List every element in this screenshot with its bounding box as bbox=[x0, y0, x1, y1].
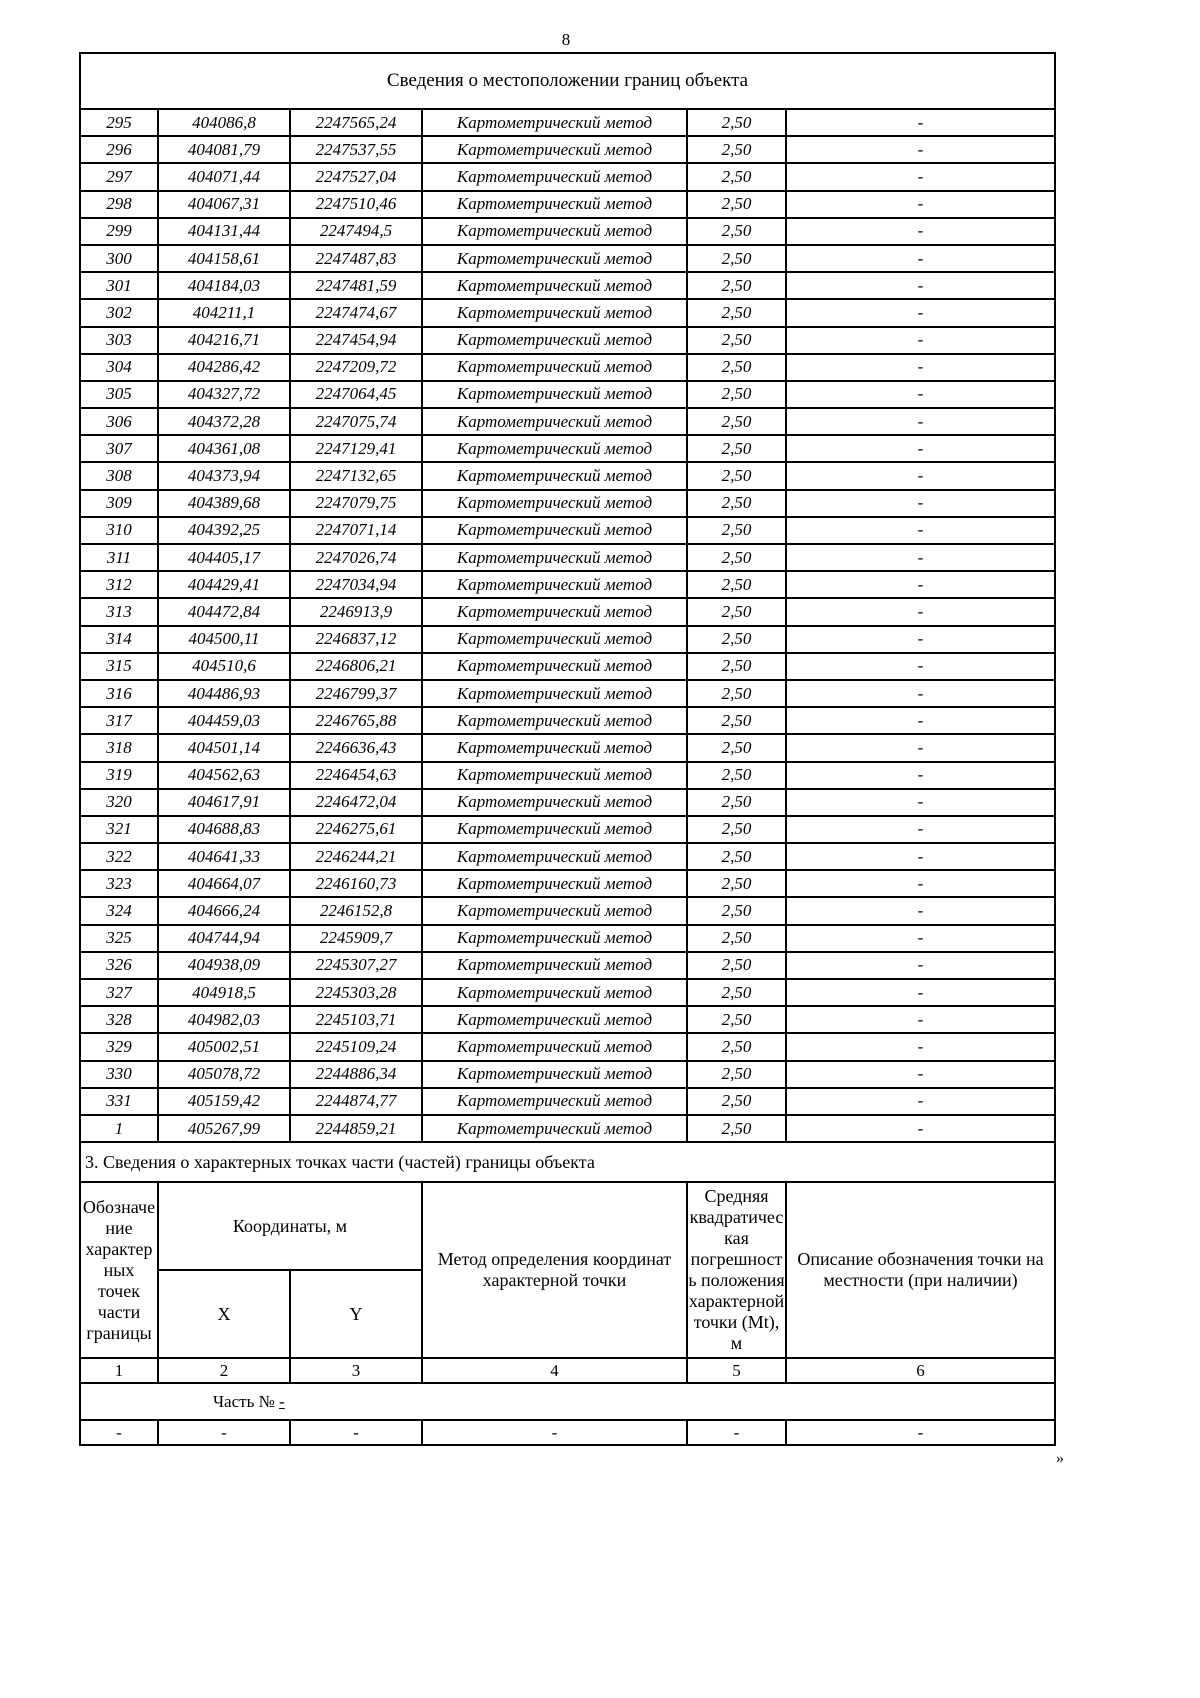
cell-method: Картометрический метод bbox=[422, 843, 687, 870]
cell-method: Картометрический метод bbox=[422, 897, 687, 924]
closing-quote: » bbox=[1056, 1450, 1064, 1467]
cell-point-number: 327 bbox=[80, 979, 158, 1006]
cell-coord-y: 2246636,43 bbox=[290, 734, 422, 761]
cell-error: 2,50 bbox=[687, 163, 786, 190]
cell-error: 2,50 bbox=[687, 462, 786, 489]
cell-coord-x: 404373,94 bbox=[158, 462, 290, 489]
cell-description: - bbox=[786, 272, 1055, 299]
cell-description: - bbox=[786, 816, 1055, 843]
cell-point-number: 314 bbox=[80, 626, 158, 653]
cell-description: - bbox=[786, 245, 1055, 272]
cell-error: 2,50 bbox=[687, 218, 786, 245]
cell-description: - bbox=[786, 381, 1055, 408]
cell-error: 2,50 bbox=[687, 952, 786, 979]
table-row bbox=[80, 762, 1055, 789]
cell-method: Картометрический метод bbox=[422, 191, 687, 218]
cell-coord-y: 2245103,71 bbox=[290, 1006, 422, 1033]
cell-error: 2,50 bbox=[687, 1115, 786, 1142]
cell-error: 2,50 bbox=[687, 816, 786, 843]
cell-coord-x: 404211,1 bbox=[158, 299, 290, 326]
cell-method: Картометрический метод bbox=[422, 952, 687, 979]
cell-method: Картометрический метод bbox=[422, 381, 687, 408]
cell-error: 2,50 bbox=[687, 707, 786, 734]
cell-point-number: 317 bbox=[80, 707, 158, 734]
cell-method: Картометрический метод bbox=[422, 408, 687, 435]
cell-description: - bbox=[786, 626, 1055, 653]
table-row bbox=[80, 843, 1055, 870]
cell-point-number: 323 bbox=[80, 870, 158, 897]
cell-error: 2,50 bbox=[687, 109, 786, 136]
table-row bbox=[80, 816, 1055, 843]
header-x: X bbox=[158, 1270, 290, 1358]
column-number: 4 bbox=[422, 1358, 687, 1383]
table-row bbox=[80, 653, 1055, 680]
cell-coord-y: 2247064,45 bbox=[290, 381, 422, 408]
cell-point-number: 304 bbox=[80, 354, 158, 381]
cell-point-number: 313 bbox=[80, 598, 158, 625]
cell-method: Картометрический метод bbox=[422, 571, 687, 598]
empty-cell: - bbox=[786, 1420, 1055, 1445]
cell-coord-x: 405267,99 bbox=[158, 1115, 290, 1142]
table-row bbox=[80, 1115, 1055, 1142]
cell-coord-x: 404131,44 bbox=[158, 218, 290, 245]
cell-point-number: 1 bbox=[80, 1115, 158, 1142]
cell-description: - bbox=[786, 136, 1055, 163]
table-row bbox=[80, 517, 1055, 544]
table-row bbox=[80, 136, 1055, 163]
cell-coord-y: 2247565,24 bbox=[290, 109, 422, 136]
table-row bbox=[80, 1088, 1055, 1115]
cell-error: 2,50 bbox=[687, 734, 786, 761]
cell-coord-y: 2246913,9 bbox=[290, 598, 422, 625]
cell-point-number: 301 bbox=[80, 272, 158, 299]
cell-description: - bbox=[786, 925, 1055, 952]
cell-method: Картометрический метод bbox=[422, 762, 687, 789]
cell-description: - bbox=[786, 979, 1055, 1006]
table-row bbox=[80, 1061, 1055, 1088]
cell-method: Картометрический метод bbox=[422, 1006, 687, 1033]
cell-point-number: 319 bbox=[80, 762, 158, 789]
cell-point-number: 297 bbox=[80, 163, 158, 190]
table-row bbox=[80, 680, 1055, 707]
cell-coord-y: 2245909,7 bbox=[290, 925, 422, 952]
cell-point-number: 307 bbox=[80, 435, 158, 462]
cell-coord-x: 404744,94 bbox=[158, 925, 290, 952]
cell-coord-y: 2247454,94 bbox=[290, 327, 422, 354]
cell-coord-y: 2246454,63 bbox=[290, 762, 422, 789]
cell-error: 2,50 bbox=[687, 870, 786, 897]
cell-point-number: 321 bbox=[80, 816, 158, 843]
cell-error: 2,50 bbox=[687, 191, 786, 218]
cell-description: - bbox=[786, 517, 1055, 544]
cell-point-number: 312 bbox=[80, 571, 158, 598]
table-row bbox=[80, 626, 1055, 653]
cell-coord-x: 404158,61 bbox=[158, 245, 290, 272]
header-coordinates: Координаты, м bbox=[158, 1182, 422, 1270]
cell-coord-x: 404459,03 bbox=[158, 707, 290, 734]
table-row bbox=[80, 354, 1055, 381]
cell-coord-x: 404327,72 bbox=[158, 381, 290, 408]
part-label: Часть № bbox=[213, 1391, 275, 1411]
cell-error: 2,50 bbox=[687, 272, 786, 299]
cell-coord-x: 404501,14 bbox=[158, 734, 290, 761]
cell-point-number: 300 bbox=[80, 245, 158, 272]
cell-coord-x: 404500,11 bbox=[158, 626, 290, 653]
cell-point-number: 295 bbox=[80, 109, 158, 136]
cell-method: Картометрический метод bbox=[422, 653, 687, 680]
cell-coord-x: 404617,91 bbox=[158, 789, 290, 816]
cell-coord-x: 405159,42 bbox=[158, 1088, 290, 1115]
cell-point-number: 308 bbox=[80, 462, 158, 489]
cell-error: 2,50 bbox=[687, 1061, 786, 1088]
cell-method: Картометрический метод bbox=[422, 136, 687, 163]
cell-error: 2,50 bbox=[687, 843, 786, 870]
cell-error: 2,50 bbox=[687, 245, 786, 272]
cell-coord-x: 404405,17 bbox=[158, 544, 290, 571]
page-number: 8 bbox=[561, 30, 571, 49]
cell-error: 2,50 bbox=[687, 435, 786, 462]
cell-method: Картометрический метод bbox=[422, 327, 687, 354]
cell-point-number: 306 bbox=[80, 408, 158, 435]
cell-error: 2,50 bbox=[687, 789, 786, 816]
cell-coord-x: 404562,63 bbox=[158, 762, 290, 789]
cell-coord-x: 404982,03 bbox=[158, 1006, 290, 1033]
table-row bbox=[80, 789, 1055, 816]
column-number: 5 bbox=[687, 1358, 786, 1383]
cell-error: 2,50 bbox=[687, 1033, 786, 1060]
table-row bbox=[80, 734, 1055, 761]
cell-method: Картометрический метод bbox=[422, 517, 687, 544]
cell-coord-y: 2246160,73 bbox=[290, 870, 422, 897]
cell-coord-x: 404641,33 bbox=[158, 843, 290, 870]
cell-coord-y: 2247510,46 bbox=[290, 191, 422, 218]
cell-method: Картометрический метод bbox=[422, 680, 687, 707]
cell-coord-y: 2247481,59 bbox=[290, 272, 422, 299]
cell-description: - bbox=[786, 1033, 1055, 1060]
cell-error: 2,50 bbox=[687, 979, 786, 1006]
cell-coord-x: 405002,51 bbox=[158, 1033, 290, 1060]
cell-coord-y: 2246275,61 bbox=[290, 816, 422, 843]
cell-coord-x: 404081,79 bbox=[158, 136, 290, 163]
cell-description: - bbox=[786, 327, 1055, 354]
cell-point-number: 331 bbox=[80, 1088, 158, 1115]
cell-coord-y: 2246806,21 bbox=[290, 653, 422, 680]
cell-coord-y: 2246765,88 bbox=[290, 707, 422, 734]
cell-point-number: 311 bbox=[80, 544, 158, 571]
cell-description: - bbox=[786, 952, 1055, 979]
cell-coord-y: 2247129,41 bbox=[290, 435, 422, 462]
cell-error: 2,50 bbox=[687, 653, 786, 680]
cell-coord-y: 2247034,94 bbox=[290, 571, 422, 598]
header-description: Описание обозначения точки на местности (при наличии) bbox=[786, 1182, 1055, 1358]
cell-coord-x: 404666,24 bbox=[158, 897, 290, 924]
cell-error: 2,50 bbox=[687, 299, 786, 326]
cell-coord-x: 404392,25 bbox=[158, 517, 290, 544]
table-row bbox=[80, 462, 1055, 489]
cell-coord-x: 404184,03 bbox=[158, 272, 290, 299]
cell-coord-x: 404067,31 bbox=[158, 191, 290, 218]
cell-description: - bbox=[786, 1061, 1055, 1088]
table-row bbox=[80, 979, 1055, 1006]
cell-coord-y: 2246472,04 bbox=[290, 789, 422, 816]
table-row bbox=[80, 218, 1055, 245]
cell-coord-x: 404086,8 bbox=[158, 109, 290, 136]
cell-coord-y: 2247487,83 bbox=[290, 245, 422, 272]
table-row bbox=[80, 327, 1055, 354]
empty-cell: - bbox=[158, 1420, 290, 1445]
cell-coord-y: 2245307,27 bbox=[290, 952, 422, 979]
cell-point-number: 316 bbox=[80, 680, 158, 707]
cell-coord-y: 2245109,24 bbox=[290, 1033, 422, 1060]
cell-coord-y: 2246837,12 bbox=[290, 626, 422, 653]
empty-cell: - bbox=[422, 1420, 687, 1445]
cell-description: - bbox=[786, 299, 1055, 326]
cell-point-number: 318 bbox=[80, 734, 158, 761]
cell-description: - bbox=[786, 734, 1055, 761]
cell-method: Картометрический метод bbox=[422, 870, 687, 897]
cell-coord-y: 2247071,14 bbox=[290, 517, 422, 544]
cell-point-number: 315 bbox=[80, 653, 158, 680]
cell-coord-y: 2246799,37 bbox=[290, 680, 422, 707]
cell-point-number: 322 bbox=[80, 843, 158, 870]
column-number: 1 bbox=[80, 1358, 158, 1383]
cell-error: 2,50 bbox=[687, 136, 786, 163]
cell-coord-y: 2246152,8 bbox=[290, 897, 422, 924]
cell-point-number: 324 bbox=[80, 897, 158, 924]
cell-coord-y: 2245303,28 bbox=[290, 979, 422, 1006]
cell-description: - bbox=[786, 163, 1055, 190]
table-title: Сведения о местоположении границ объекта bbox=[80, 53, 1055, 109]
cell-description: - bbox=[786, 571, 1055, 598]
cell-description: - bbox=[786, 109, 1055, 136]
cell-error: 2,50 bbox=[687, 517, 786, 544]
cell-coord-x: 404429,41 bbox=[158, 571, 290, 598]
cell-coord-y: 2247494,5 bbox=[290, 218, 422, 245]
cell-error: 2,50 bbox=[687, 354, 786, 381]
cell-coord-y: 2244859,21 bbox=[290, 1115, 422, 1142]
cell-description: - bbox=[786, 544, 1055, 571]
cell-description: - bbox=[786, 435, 1055, 462]
cell-coord-y: 2247537,55 bbox=[290, 136, 422, 163]
cell-method: Картометрический метод bbox=[422, 544, 687, 571]
column-number: 2 bbox=[158, 1358, 290, 1383]
part-row bbox=[80, 1383, 1055, 1420]
cell-point-number: 325 bbox=[80, 925, 158, 952]
cell-method: Картометрический метод bbox=[422, 462, 687, 489]
cell-coord-x: 404389,68 bbox=[158, 490, 290, 517]
empty-cell: - bbox=[290, 1420, 422, 1445]
table-row bbox=[80, 381, 1055, 408]
cell-description: - bbox=[786, 870, 1055, 897]
cell-method: Картометрический метод bbox=[422, 1033, 687, 1060]
boundary-table bbox=[79, 52, 1056, 1446]
cell-description: - bbox=[786, 408, 1055, 435]
cell-coord-x: 404472,84 bbox=[158, 598, 290, 625]
header-y: Y bbox=[290, 1270, 422, 1358]
header-error: Средняя квадратичес кая погрешност ь положения характерной точки (Mt), м bbox=[687, 1182, 786, 1358]
table-row bbox=[80, 897, 1055, 924]
table-row bbox=[80, 490, 1055, 517]
cell-description: - bbox=[786, 1088, 1055, 1115]
cell-error: 2,50 bbox=[687, 1088, 786, 1115]
cell-method: Картометрический метод bbox=[422, 354, 687, 381]
empty-cell: - bbox=[80, 1420, 158, 1445]
table-row bbox=[80, 1006, 1055, 1033]
cell-error: 2,50 bbox=[687, 626, 786, 653]
cell-point-number: 328 bbox=[80, 1006, 158, 1033]
cell-coord-x: 405078,72 bbox=[158, 1061, 290, 1088]
cell-coord-x: 404918,5 bbox=[158, 979, 290, 1006]
cell-method: Картометрический метод bbox=[422, 816, 687, 843]
cell-description: - bbox=[786, 1006, 1055, 1033]
cell-method: Картометрический метод bbox=[422, 925, 687, 952]
cell-coord-x: 404216,71 bbox=[158, 327, 290, 354]
cell-point-number: 330 bbox=[80, 1061, 158, 1088]
cell-description: - bbox=[786, 897, 1055, 924]
empty-cell: - bbox=[687, 1420, 786, 1445]
cell-description: - bbox=[786, 762, 1055, 789]
cell-method: Картометрический метод bbox=[422, 707, 687, 734]
cell-coord-x: 404664,07 bbox=[158, 870, 290, 897]
table-row bbox=[80, 544, 1055, 571]
header-designation: Обозначе ние характер ных точек части границы bbox=[80, 1182, 158, 1358]
cell-error: 2,50 bbox=[687, 897, 786, 924]
table-row bbox=[80, 272, 1055, 299]
table-row bbox=[80, 870, 1055, 897]
cell-error: 2,50 bbox=[687, 408, 786, 435]
cell-error: 2,50 bbox=[687, 1006, 786, 1033]
cell-description: - bbox=[786, 707, 1055, 734]
cell-coord-x: 404286,42 bbox=[158, 354, 290, 381]
cell-method: Картометрический метод bbox=[422, 1061, 687, 1088]
cell-coord-y: 2244886,34 bbox=[290, 1061, 422, 1088]
cell-description: - bbox=[786, 680, 1055, 707]
table-row bbox=[80, 245, 1055, 272]
table-row bbox=[80, 1033, 1055, 1060]
table-row bbox=[80, 408, 1055, 435]
cell-coord-y: 2247132,65 bbox=[290, 462, 422, 489]
cell-description: - bbox=[786, 789, 1055, 816]
cell-error: 2,50 bbox=[687, 680, 786, 707]
table-row bbox=[80, 191, 1055, 218]
cell-method: Картометрический метод bbox=[422, 626, 687, 653]
cell-coord-x: 404688,83 bbox=[158, 816, 290, 843]
cell-point-number: 296 bbox=[80, 136, 158, 163]
column-number: 6 bbox=[786, 1358, 1055, 1383]
cell-coord-x: 404486,93 bbox=[158, 680, 290, 707]
table-row bbox=[80, 163, 1055, 190]
table-row bbox=[80, 598, 1055, 625]
cell-error: 2,50 bbox=[687, 381, 786, 408]
cell-error: 2,50 bbox=[687, 490, 786, 517]
cell-method: Картометрический метод bbox=[422, 789, 687, 816]
cell-coord-y: 2247474,67 bbox=[290, 299, 422, 326]
table-row bbox=[80, 109, 1055, 136]
cell-coord-y: 2244874,77 bbox=[290, 1088, 422, 1115]
cell-description: - bbox=[786, 490, 1055, 517]
part-value: - bbox=[279, 1391, 285, 1411]
cell-coord-x: 404372,28 bbox=[158, 408, 290, 435]
cell-point-number: 303 bbox=[80, 327, 158, 354]
cell-method: Картометрический метод bbox=[422, 272, 687, 299]
cell-point-number: 299 bbox=[80, 218, 158, 245]
cell-point-number: 310 bbox=[80, 517, 158, 544]
cell-method: Картометрический метод bbox=[422, 299, 687, 326]
cell-coord-x: 404361,08 bbox=[158, 435, 290, 462]
cell-point-number: 298 bbox=[80, 191, 158, 218]
cell-method: Картометрический метод bbox=[422, 435, 687, 462]
cell-method: Картометрический метод bbox=[422, 1088, 687, 1115]
cell-coord-y: 2246244,21 bbox=[290, 843, 422, 870]
cell-description: - bbox=[786, 191, 1055, 218]
cell-method: Картометрический метод bbox=[422, 109, 687, 136]
header-method: Метод определения координат характерной точки bbox=[422, 1182, 687, 1358]
cell-description: - bbox=[786, 354, 1055, 381]
cell-error: 2,50 bbox=[687, 571, 786, 598]
cell-method: Картометрический метод bbox=[422, 245, 687, 272]
cell-method: Картометрический метод bbox=[422, 163, 687, 190]
cell-point-number: 329 bbox=[80, 1033, 158, 1060]
cell-coord-y: 2247209,72 bbox=[290, 354, 422, 381]
cell-point-number: 320 bbox=[80, 789, 158, 816]
cell-description: - bbox=[786, 462, 1055, 489]
cell-coord-y: 2247075,74 bbox=[290, 408, 422, 435]
cell-point-number: 326 bbox=[80, 952, 158, 979]
cell-point-number: 305 bbox=[80, 381, 158, 408]
cell-error: 2,50 bbox=[687, 925, 786, 952]
section-3-title: 3. Сведения о характерных точках части (частей) границы объекта bbox=[80, 1142, 1055, 1182]
cell-method: Картометрический метод bbox=[422, 979, 687, 1006]
cell-description: - bbox=[786, 218, 1055, 245]
cell-point-number: 309 bbox=[80, 490, 158, 517]
cell-method: Картометрический метод bbox=[422, 490, 687, 517]
cell-error: 2,50 bbox=[687, 762, 786, 789]
cell-method: Картометрический метод bbox=[422, 598, 687, 625]
cell-method: Картометрический метод bbox=[422, 1115, 687, 1142]
table-row bbox=[80, 952, 1055, 979]
cell-coord-y: 2247079,75 bbox=[290, 490, 422, 517]
cell-error: 2,50 bbox=[687, 598, 786, 625]
cell-description: - bbox=[786, 1115, 1055, 1142]
cell-method: Картометрический метод bbox=[422, 734, 687, 761]
cell-description: - bbox=[786, 843, 1055, 870]
cell-coord-x: 404510,6 bbox=[158, 653, 290, 680]
cell-description: - bbox=[786, 598, 1055, 625]
cell-coord-y: 2247026,74 bbox=[290, 544, 422, 571]
cell-coord-y: 2247527,04 bbox=[290, 163, 422, 190]
cell-method: Картометрический метод bbox=[422, 218, 687, 245]
cell-description: - bbox=[786, 653, 1055, 680]
table-row bbox=[80, 299, 1055, 326]
column-number: 3 bbox=[290, 1358, 422, 1383]
cell-coord-x: 404938,09 bbox=[158, 952, 290, 979]
cell-coord-x: 404071,44 bbox=[158, 163, 290, 190]
table-row bbox=[80, 925, 1055, 952]
cell-error: 2,50 bbox=[687, 327, 786, 354]
table-row bbox=[80, 571, 1055, 598]
cell-point-number: 302 bbox=[80, 299, 158, 326]
table-row bbox=[80, 707, 1055, 734]
cell-error: 2,50 bbox=[687, 544, 786, 571]
table-row bbox=[80, 435, 1055, 462]
